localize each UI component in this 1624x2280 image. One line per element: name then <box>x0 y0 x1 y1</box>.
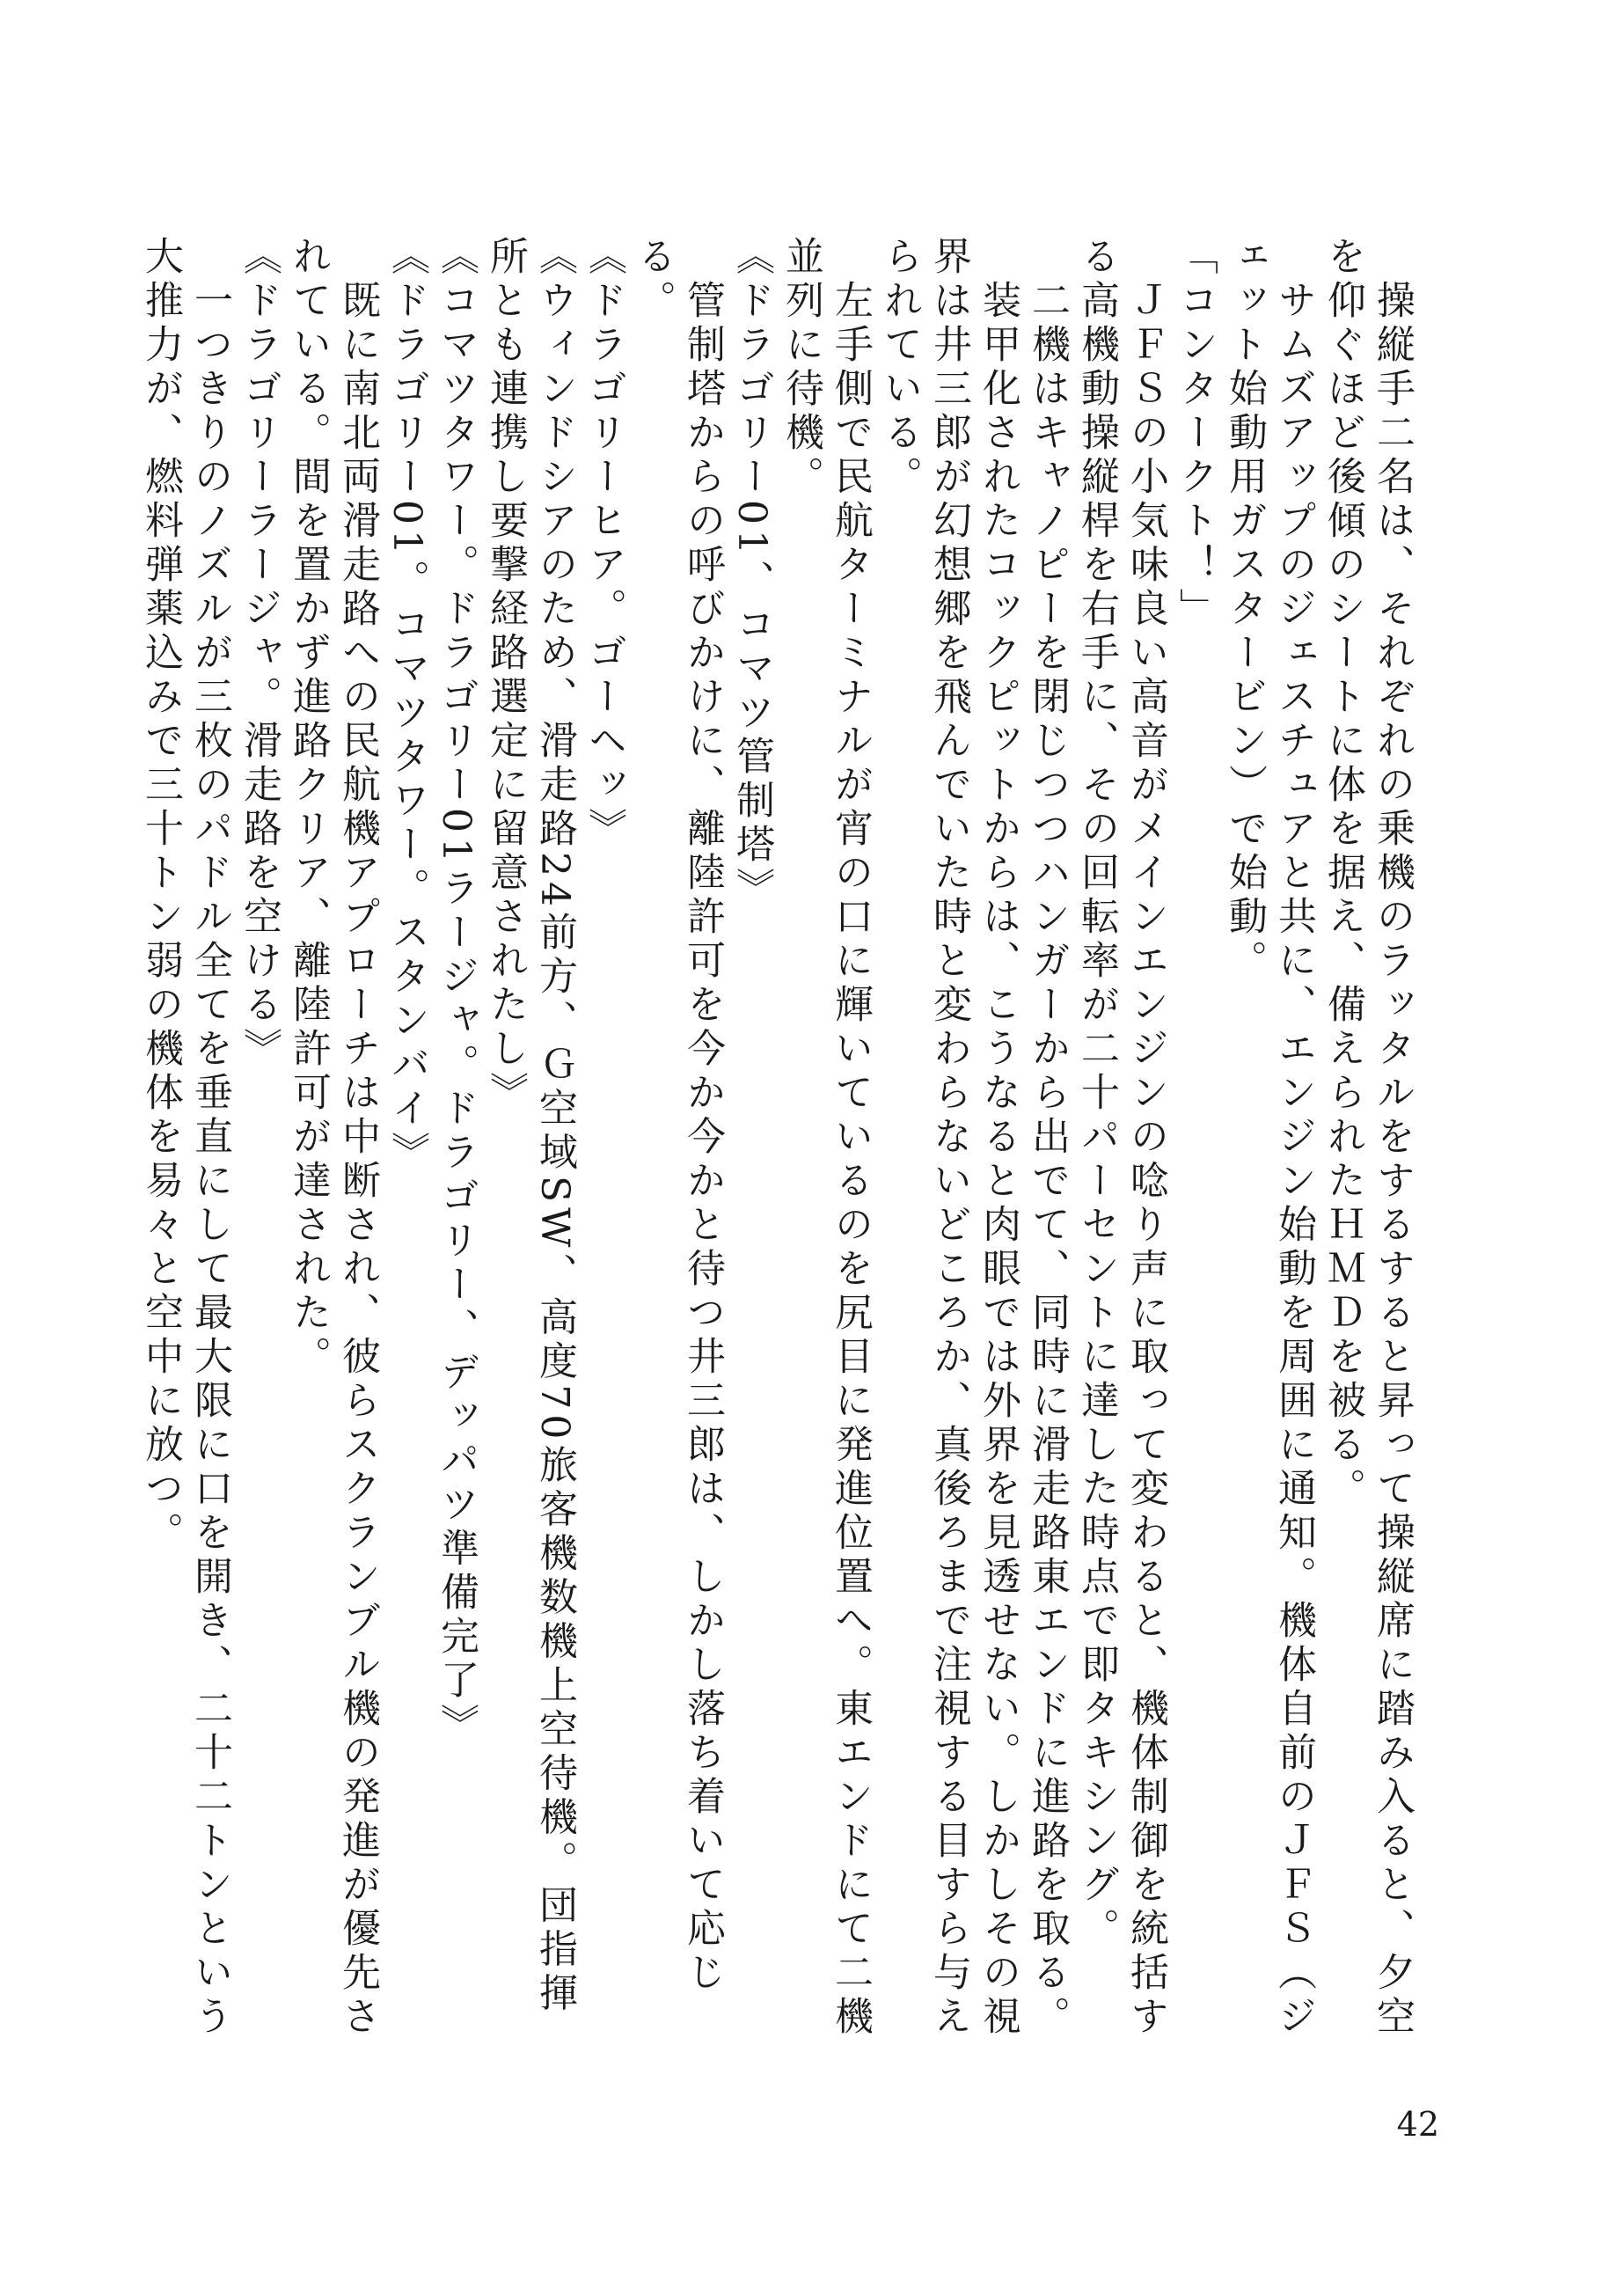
paragraph-5: 二機はキャノピーを閉じつつハンガーから出でて、同時に滑走路東エンドに進路を取る。 <box>1025 236 1070 2040</box>
paragraph-15: 《ドラゴリーラージャ。滑走路を空ける》 <box>237 236 282 1072</box>
paragraph-9: 管制塔からの呼びかけに、離陸許可を今か今かと待つ井三郎は、しかし落ち着いて応じる。 <box>631 236 725 1996</box>
paragraph-12: 《コマツタワー。ドラゴリー01ラージャ。ドラゴリー、デッパツ準備完了》 <box>434 236 479 1748</box>
paragraph-2: サムズアップのジェスチュアと共に、エンジン始動を周囲に通知。機体自前のＪＦＳ（ジェット始動用ガスタービン）で始動。 <box>1222 236 1316 2040</box>
paragraph-4: ＪＦＳの小気味良い高音がメインエンジンの唸り声に取って変わると、機体制御を統括する高機動操縦桿を右手に、その回転率が二十パーセントに達した時点で即タキシング。 <box>1074 236 1168 2040</box>
paragraph-11: 《ウィンドシアのため、滑走路24前方、Ｇ空域SW、高度70旅客機数機上空待機。団指揮所とも連携し要撃経路選定に留意されたし》 <box>483 236 577 2017</box>
paragraph-14: 既に南北両滑走路への民航機アプローチは中断され、彼らスクランブル機の発進が優先されている。間を置かず進路クリア、離陸許可が達された。 <box>286 236 380 2040</box>
paragraph-3: 「コンタークト！」 <box>1173 236 1218 632</box>
paragraph-6: 装甲化されたコックピットからは、こうなると肉眼では外界を見透せない。しかしその視界は井三郎が幻想郷を飛んでいた時と変わらないどころか、真後ろまで注視する目すら与えられている。 <box>877 236 1020 2040</box>
paragraph-13: 《ドラゴリー01。コマツタワー。スタンバイ》 <box>384 236 429 1176</box>
vertical-text-body <box>138 236 1416 2049</box>
page-number: 42 <box>1396 2105 1439 2144</box>
paragraph-7: 左手側で民航ターミナルが宵の口に輝いているのを尻目に発進位置へ。東エンドにて二機並列に待機。 <box>779 236 873 2040</box>
paragraph-8: 《ドラゴリー01、コマツ管制塔》 <box>729 236 774 912</box>
paragraph-1: 操縦手二名は、それぞれの乗機のラッタルをするすると昇って操縦席に踏み入ると、夕空を仰ぐほど後傾のシートに体を据え、備えられたＨＭＤを被る。 <box>1320 236 1415 2040</box>
paragraph-16: 一つきりのノズルが三枚のパドル全てを垂直にして最大限に口を開き、二十二トンという大推力が、燃料弾薬込みで三十トン弱の機体を易々と空中に放つ。 <box>138 236 232 2040</box>
paragraph-10: 《ドラゴリーヒア。ゴーヘッ》 <box>582 236 626 852</box>
